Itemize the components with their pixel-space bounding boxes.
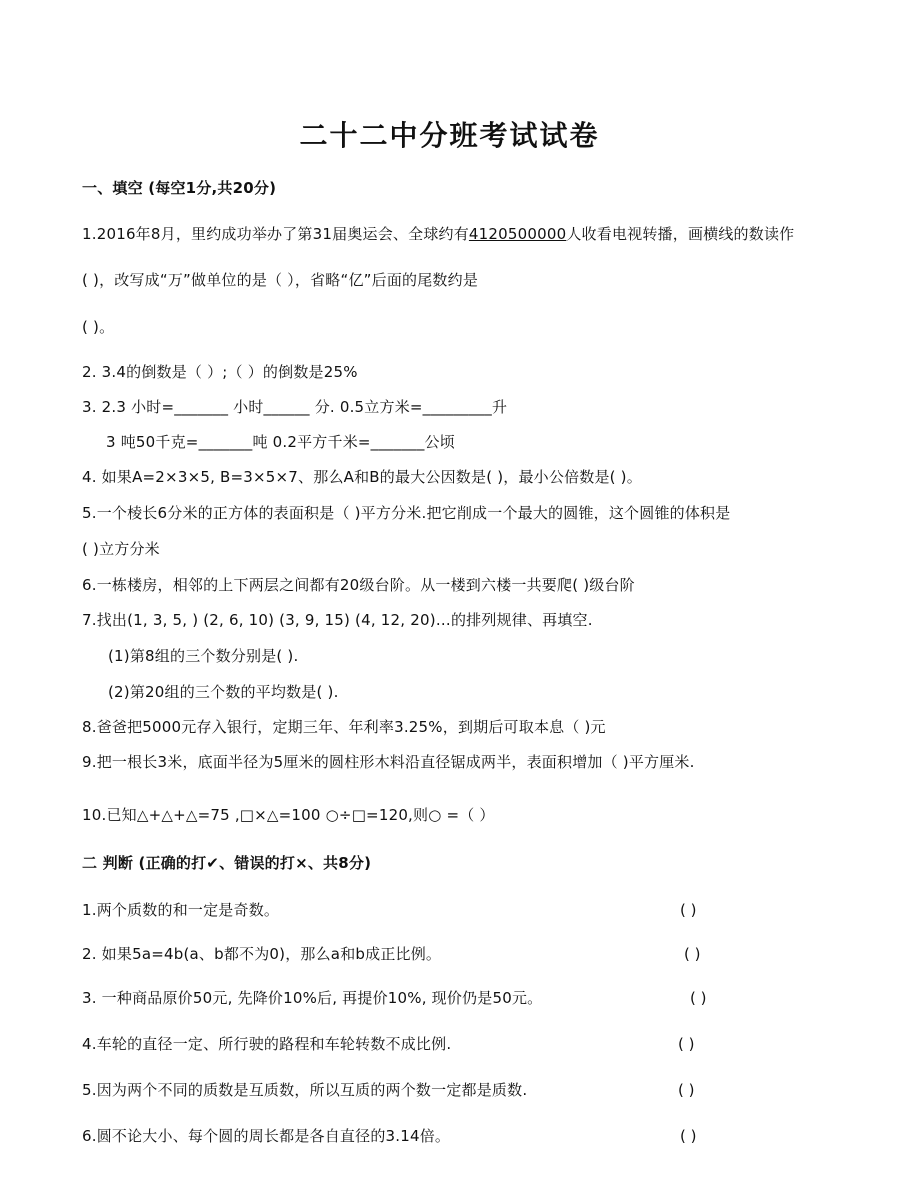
question-1-line-2: ( )，改写成“万”做单位的是（ ），省略“亿”后面的尾数约是 [82,271,479,289]
judge-answer-6[interactable]: ( ) [680,1127,697,1145]
question-6: 6.一栋楼房，相邻的上下两层之间都有20级台阶。从一楼到六楼一共要爬( )级台阶 [82,576,635,594]
question-1-text-b: 人收看电视转播，画横线的数读作 [566,225,795,243]
question-7-part-2: (2)第20组的三个数的平均数是( ). [108,683,339,701]
judge-answer-3[interactable]: ( ) [690,989,707,1007]
question-3-line-1: 3. 2.3 小时=_______ 小时______ 分. 0.5立方米=_________升 [82,398,508,416]
judge-item-2: 2. 如果5a=4b(a、b都不为0)，那么a和b成正比例。 [82,945,442,963]
question-5-line-2: ( )立方分米 [82,540,160,558]
judge-item-6: 6.圆不论大小、每个圆的周长都是各自直径的3.14倍。 [82,1127,451,1145]
question-1-text-a: 1.2016年8月，里约成功举办了第31届奥运会、全球约有 [82,225,469,243]
question-8: 8.爸爸把5000元存入银行，定期三年、年利率3.25%，到期后可取本息（ )元 [82,718,606,736]
judge-item-3: 3. 一种商品原价50元, 先降价10%后, 再提价10%, 现价仍是50元。 [82,989,543,1007]
judge-item-5: 5.因为两个不同的质数是互质数，所以互质的两个数一定都是质数. [82,1081,528,1099]
underlined-number: 4120500000 [468,225,567,243]
question-5-line-1: 5.一个棱长6分米的正方体的表面积是（ )平方分米.把它削成一个最大的圆锥，这个圆锥的体积是 [82,504,731,522]
judge-answer-4[interactable]: ( ) [678,1035,695,1053]
section-1-heading: 一、填空 (每空1分,共20分) [82,179,277,197]
question-7: 7.找出(1, 3, 5, ) (2, 6, 10) (3, 9, 15) (4, 12, 20)…的排列规律、再填空. [82,611,593,629]
judge-answer-2[interactable]: ( ) [684,945,701,963]
judge-item-4: 4.车轮的直径一定、所行驶的路程和车轮转数不成比例. [82,1035,452,1053]
question-3-line-2: 3 吨50千克=_______吨 0.2平方千米=_______公顷 [106,433,455,451]
judge-item-1: 1.两个质数的和一定是奇数。 [82,901,280,919]
question-10: 10.已知△+△+△=75 ,□×△=100 ○÷□=120,则○ =（ ） [82,806,495,824]
question-1-line-3: ( )。 [82,318,115,336]
question-2: 2. 3.4的倒数是（ ）;（ ）的倒数是25% [82,363,358,381]
question-7-part-1: (1)第8组的三个数分别是( ). [108,647,299,665]
section-2-heading: 二 判断 (正确的打✔、错误的打×、共8分) [82,854,372,872]
page-title: 二十二中分班考试试卷 [299,119,600,152]
judge-answer-1[interactable]: ( ) [680,901,697,919]
judge-answer-5[interactable]: ( ) [678,1081,695,1099]
question-4: 4. 如果A=2×3×5, B=3×5×7、那么A和B的最大公因数是( )，最小公倍数是( )。 [82,468,642,486]
question-1-line-1 [82,224,794,244]
question-9: 9.把一根长3米，底面半径为5厘米的圆柱形木料沿直径锯成两半，表面积增加（ )平方厘米. [82,753,695,771]
